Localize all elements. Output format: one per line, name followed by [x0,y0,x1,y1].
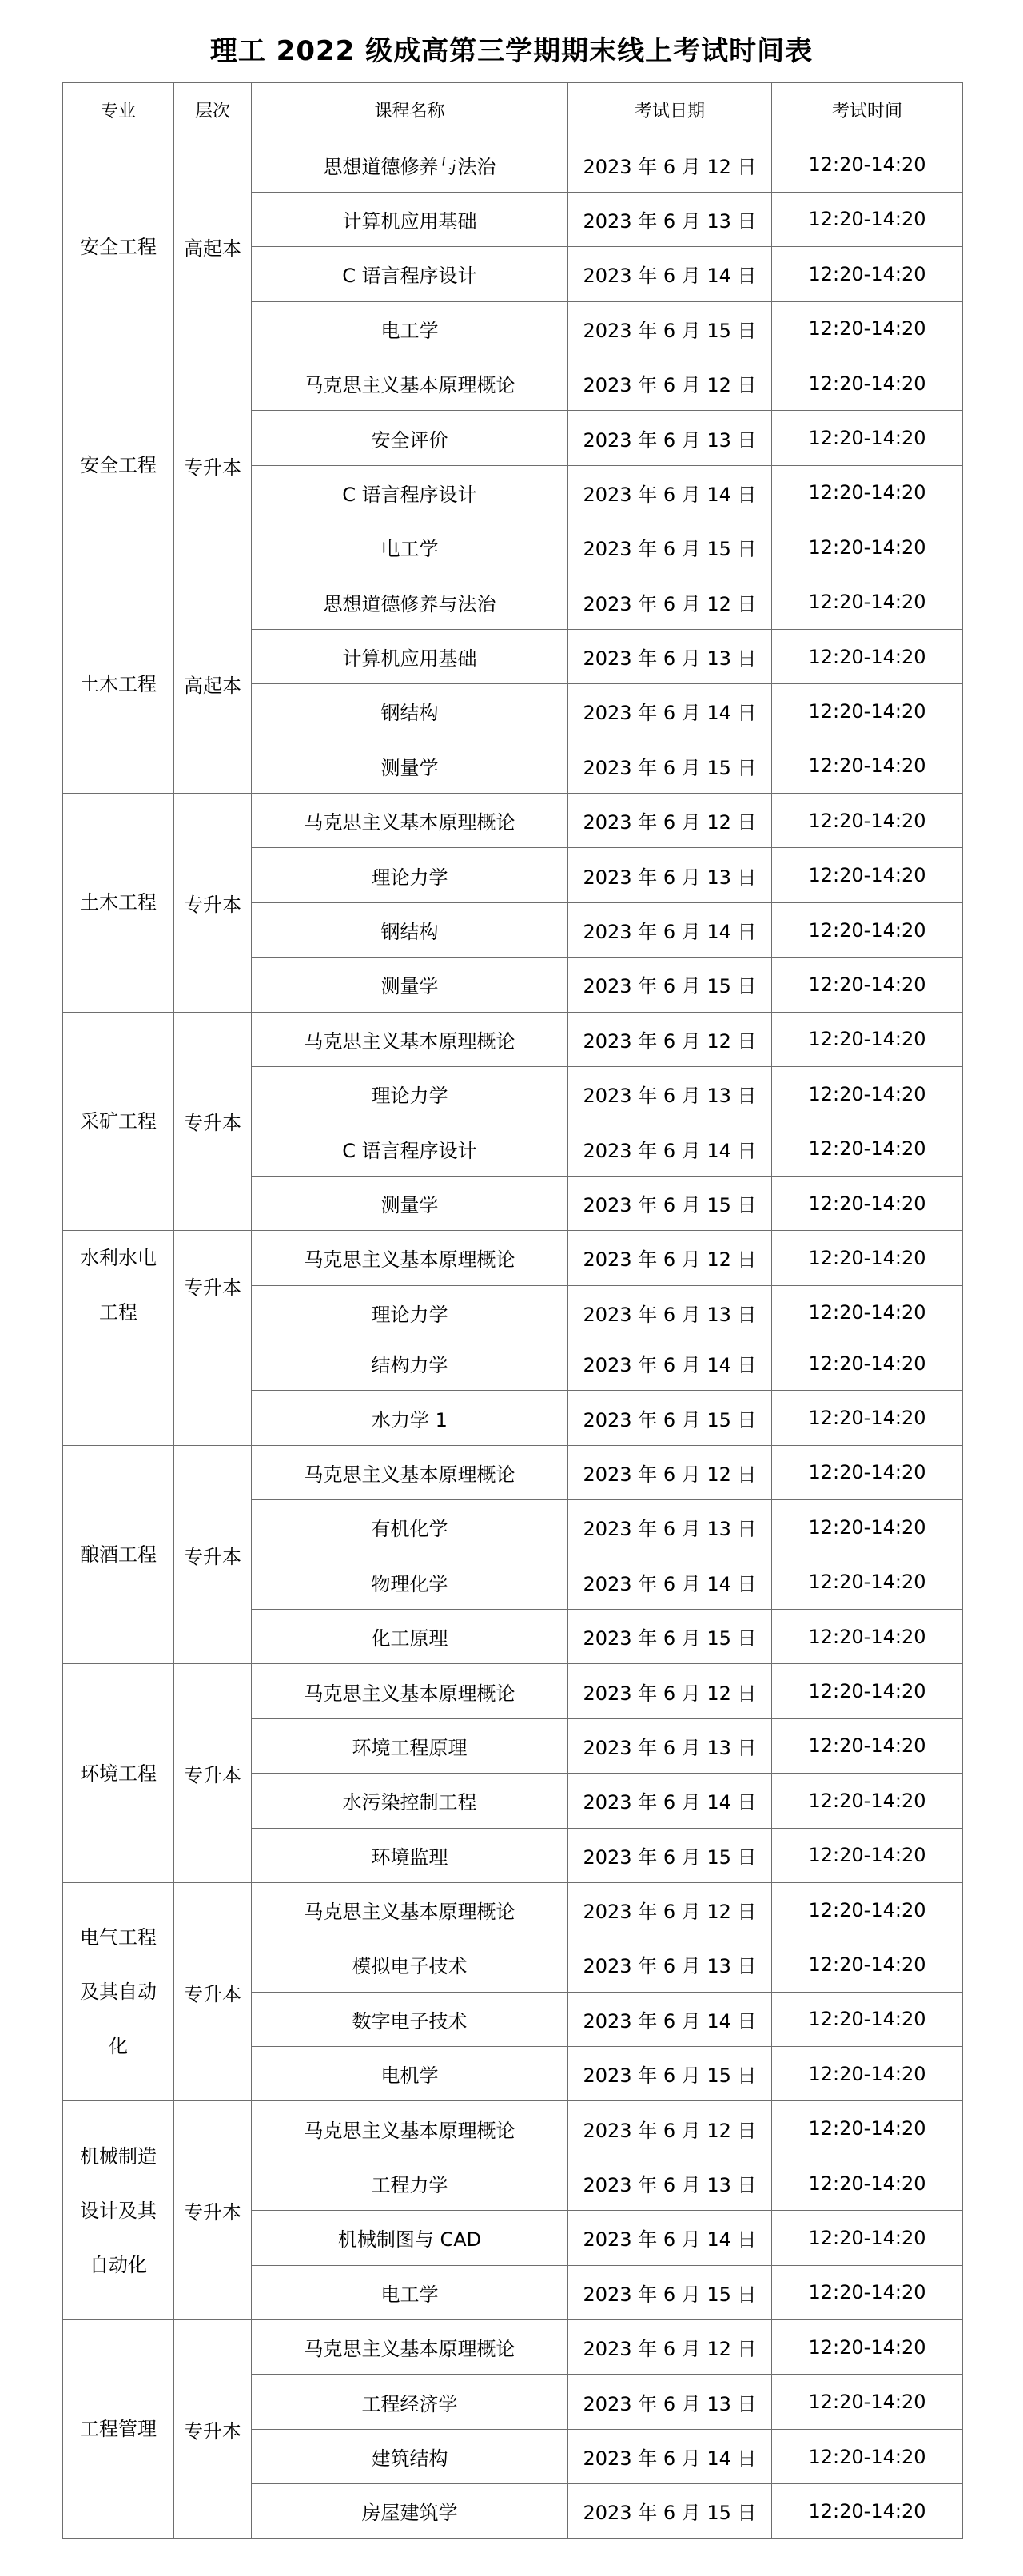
time-cell: 12:20-14:20 [772,1992,963,2046]
course-cell: 数字电子技术 [252,1992,568,2046]
course-cell: 思想道德修养与法治 [252,137,568,192]
table-row [63,1664,963,1718]
major-line: 自动化 [90,2253,147,2276]
header-time: 考试时间 [772,83,963,137]
level-cell: 专升本 [174,356,252,575]
time-cell: 12:20-14:20 [772,2484,963,2538]
date-cell: 2023 年 6 月 14 日 [568,2211,772,2265]
course-cell: 房屋建筑学 [252,2484,568,2538]
time-cell: 12:20-14:20 [772,2156,963,2210]
date-cell: 2023 年 6 月 15 日 [568,301,772,356]
time-cell: 12:20-14:20 [772,958,963,1012]
course-cell: 马克思主义基本原理概论 [252,1445,568,1499]
major-cell [63,2101,174,2320]
course-cell: 理论力学 [252,848,568,902]
time-cell: 12:20-14:20 [772,1336,963,1391]
time-cell: 12:20-14:20 [772,411,963,465]
time-cell: 12:20-14:20 [772,1937,963,1992]
course-cell: 测量学 [252,958,568,1012]
table-row [63,1231,963,1286]
course-cell: 物理化学 [252,1555,568,1609]
course-cell: 机械制图与 CAD [252,2211,568,2265]
level-cell: 专升本 [174,1445,252,1664]
time-cell: 12:20-14:20 [772,794,963,848]
date-cell: 2023 年 6 月 13 日 [568,848,772,902]
date-cell: 2023 年 6 月 12 日 [568,2320,772,2375]
course-cell: 电工学 [252,2265,568,2319]
header-course: 课程名称 [252,83,568,137]
major-cell: 土木工程 [63,794,174,1013]
level-cell: 专升本 [174,1012,252,1231]
date-cell: 2023 年 6 月 15 日 [568,1609,772,1663]
time-cell: 12:20-14:20 [772,1609,963,1663]
course-cell: 化工原理 [252,1609,568,1663]
course-cell: C 语言程序设计 [252,465,568,520]
date-cell: 2023 年 6 月 12 日 [568,2101,772,2156]
date-cell: 2023 年 6 月 14 日 [568,1336,772,1391]
time-cell: 12:20-14:20 [772,192,963,246]
course-cell: C 语言程序设计 [252,1121,568,1176]
time-cell: 12:20-14:20 [772,1882,963,1937]
major-line: 机械制造 [80,2144,157,2168]
major-cell [63,1336,174,1446]
date-cell: 2023 年 6 月 15 日 [568,2484,772,2538]
date-cell: 2023 年 6 月 15 日 [568,2047,772,2101]
date-cell: 2023 年 6 月 14 日 [568,1555,772,1609]
time-cell: 12:20-14:20 [772,2211,963,2265]
date-cell: 2023 年 6 月 14 日 [568,247,772,301]
date-cell: 2023 年 6 月 15 日 [568,739,772,793]
date-cell: 2023 年 6 月 12 日 [568,575,772,629]
date-cell: 2023 年 6 月 13 日 [568,629,772,683]
level-cell [174,1336,252,1446]
course-cell: 环境监理 [252,1828,568,1882]
course-cell: 理论力学 [252,1067,568,1121]
level-cell: 高起本 [174,137,252,356]
course-cell: 测量学 [252,1176,568,1230]
date-cell: 2023 年 6 月 12 日 [568,1012,772,1066]
course-cell: 计算机应用基础 [252,629,568,683]
date-cell: 2023 年 6 月 13 日 [568,411,772,465]
header-major: 专业 [63,83,174,137]
time-cell: 12:20-14:20 [772,2047,963,2101]
time-cell: 12:20-14:20 [772,739,963,793]
course-cell: 思想道德修养与法治 [252,575,568,629]
schedule-table-part-2 [62,1336,963,2539]
table-row [63,2320,963,2375]
date-cell: 2023 年 6 月 12 日 [568,137,772,192]
course-cell: 电工学 [252,301,568,356]
course-cell: 环境工程原理 [252,1718,568,1773]
level-cell: 专升本 [174,2320,252,2539]
date-cell: 2023 年 6 月 15 日 [568,958,772,1012]
course-cell: 马克思主义基本原理概论 [252,2101,568,2156]
table-row [63,1882,963,1937]
major-cell [63,1882,174,2101]
course-cell: 马克思主义基本原理概论 [252,1231,568,1286]
time-cell: 12:20-14:20 [772,1067,963,1121]
course-cell: 马克思主义基本原理概论 [252,1664,568,1718]
date-cell: 2023 年 6 月 14 日 [568,684,772,739]
level-cell: 专升本 [174,2101,252,2320]
course-cell: 安全评价 [252,411,568,465]
course-cell: 马克思主义基本原理概论 [252,794,568,848]
date-cell: 2023 年 6 月 14 日 [568,2429,772,2483]
course-cell: 钢结构 [252,684,568,739]
date-cell: 2023 年 6 月 15 日 [568,1391,772,1445]
time-cell: 12:20-14:20 [772,1176,963,1230]
time-cell: 12:20-14:20 [772,2429,963,2483]
level-cell: 专升本 [174,1882,252,2101]
time-cell: 12:20-14:20 [772,1285,963,1340]
table-row [63,1445,963,1499]
table-row [63,356,963,410]
time-cell: 12:20-14:20 [772,575,963,629]
date-cell: 2023 年 6 月 12 日 [568,1882,772,1937]
date-cell: 2023 年 6 月 13 日 [568,1067,772,1121]
date-cell: 2023 年 6 月 12 日 [568,356,772,410]
time-cell: 12:20-14:20 [772,356,963,410]
level-cell: 专升本 [174,1231,252,1340]
major-cell [63,1231,174,1340]
time-cell: 12:20-14:20 [772,2101,963,2156]
date-cell: 2023 年 6 月 13 日 [568,2375,772,2429]
table-row [63,1012,963,1066]
course-cell: 模拟电子技术 [252,1937,568,1992]
course-cell: 有机化学 [252,1500,568,1555]
date-cell: 2023 年 6 月 13 日 [568,1937,772,1992]
major-cell: 酿酒工程 [63,1445,174,1664]
major-line: 水利水电 [80,1247,157,1270]
time-cell: 12:20-14:20 [772,137,963,192]
time-cell: 12:20-14:20 [772,247,963,301]
time-cell: 12:20-14:20 [772,1012,963,1066]
time-cell: 12:20-14:20 [772,1121,963,1176]
level-cell: 专升本 [174,794,252,1013]
course-cell: 结构力学 [252,1336,568,1391]
major-line: 设计及其 [80,2199,157,2222]
level-cell: 专升本 [174,1664,252,1883]
date-cell: 2023 年 6 月 15 日 [568,2265,772,2319]
schedule-table-part-1 [62,82,963,1340]
major-line: 化 [109,2035,128,2058]
time-cell: 12:20-14:20 [772,2320,963,2375]
header-row [63,83,963,137]
course-cell: 工程经济学 [252,2375,568,2429]
course-cell: 电机学 [252,2047,568,2101]
date-cell: 2023 年 6 月 15 日 [568,1176,772,1230]
course-cell: 计算机应用基础 [252,192,568,246]
table-row [63,794,963,848]
date-cell: 2023 年 6 月 13 日 [568,1718,772,1773]
table-row [63,137,963,192]
time-cell: 12:20-14:20 [772,1774,963,1828]
time-cell: 12:20-14:20 [772,2265,963,2319]
date-cell: 2023 年 6 月 15 日 [568,1828,772,1882]
page-title: 理工 2022 级成高第三学期期末线上考试时间表 [209,35,814,67]
date-cell: 2023 年 6 月 14 日 [568,1774,772,1828]
time-cell: 12:20-14:20 [772,1500,963,1555]
time-cell: 12:20-14:20 [772,1828,963,1882]
major-cell: 安全工程 [63,137,174,356]
date-cell: 2023 年 6 月 15 日 [568,520,772,575]
time-cell: 12:20-14:20 [772,1445,963,1499]
major-cell: 土木工程 [63,575,174,794]
date-cell: 2023 年 6 月 13 日 [568,2156,772,2210]
course-cell: 建筑结构 [252,2429,568,2483]
date-cell: 2023 年 6 月 12 日 [568,794,772,848]
time-cell: 12:20-14:20 [772,902,963,957]
time-cell: 12:20-14:20 [772,301,963,356]
date-cell: 2023 年 6 月 13 日 [568,192,772,246]
table-row [63,1336,963,1391]
date-cell: 2023 年 6 月 14 日 [568,1992,772,2046]
time-cell: 12:20-14:20 [772,848,963,902]
major-line: 电气工程 [80,1926,157,1949]
time-cell: 12:20-14:20 [772,1664,963,1718]
course-cell: 马克思主义基本原理概论 [252,1882,568,1937]
course-cell: 钢结构 [252,902,568,957]
time-cell: 12:20-14:20 [772,520,963,575]
table-row [63,2101,963,2156]
major-line: 及其自动 [80,1981,157,2004]
date-cell: 2023 年 6 月 12 日 [568,1231,772,1286]
major-cell: 工程管理 [63,2320,174,2539]
course-cell: C 语言程序设计 [252,247,568,301]
time-cell: 12:20-14:20 [772,465,963,520]
date-cell: 2023 年 6 月 14 日 [568,902,772,957]
course-cell: 电工学 [252,520,568,575]
time-cell: 12:20-14:20 [772,1718,963,1773]
major-line: 工程 [99,1301,137,1324]
course-cell: 工程力学 [252,2156,568,2210]
level-cell: 高起本 [174,575,252,794]
time-cell: 12:20-14:20 [772,684,963,739]
time-cell: 12:20-14:20 [772,629,963,683]
course-cell: 水力学 1 [252,1391,568,1445]
time-cell: 12:20-14:20 [772,2375,963,2429]
course-cell: 马克思主义基本原理概论 [252,2320,568,2375]
table-row [63,575,963,629]
date-cell: 2023 年 6 月 14 日 [568,465,772,520]
date-cell: 2023 年 6 月 12 日 [568,1664,772,1718]
major-cell: 采矿工程 [63,1012,174,1231]
time-cell: 12:20-14:20 [772,1231,963,1286]
time-cell: 12:20-14:20 [772,1555,963,1609]
time-cell: 12:20-14:20 [772,1391,963,1445]
course-cell: 理论力学 [252,1285,568,1340]
course-cell: 马克思主义基本原理概论 [252,356,568,410]
major-cell: 安全工程 [63,356,174,575]
date-cell: 2023 年 6 月 13 日 [568,1285,772,1340]
date-cell: 2023 年 6 月 13 日 [568,1500,772,1555]
major-cell: 环境工程 [63,1664,174,1883]
course-cell: 测量学 [252,739,568,793]
course-cell: 马克思主义基本原理概论 [252,1012,568,1066]
header-level: 层次 [174,83,252,137]
header-date: 考试日期 [568,83,772,137]
course-cell: 水污染控制工程 [252,1774,568,1828]
date-cell: 2023 年 6 月 12 日 [568,1445,772,1499]
date-cell: 2023 年 6 月 14 日 [568,1121,772,1176]
